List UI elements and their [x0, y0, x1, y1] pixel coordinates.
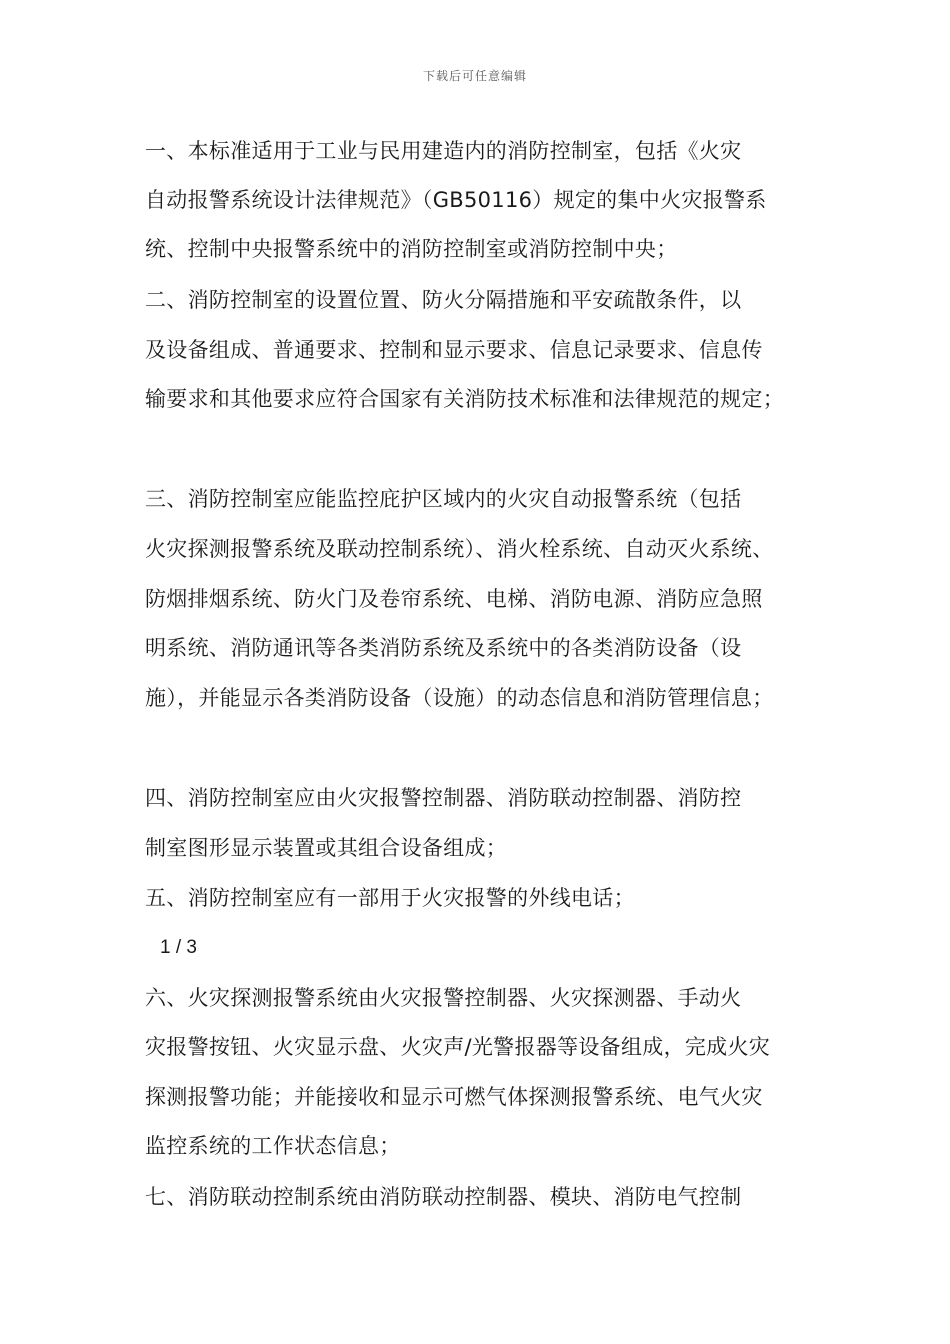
text-line: 及设备组成、普通要求、控制和显示要求、信息记录要求、信息传 [145, 338, 763, 362]
text-line: 统、控制中央报警系统中的消防控制室或消防控制中央； [145, 237, 678, 261]
text-line: 输要求和其他要求应符合国家有关消防技术标准和法律规范的规定； [145, 387, 784, 411]
text-line: 制室图形显示装置或其组合设备组成； [145, 836, 508, 860]
text-line: 一、本标准适用于工业与民用建造内的消防控制室，包括《火灾 [145, 139, 742, 163]
text-line: 灾报警按钮、火灾显示盘、火灾声/光警报器等设备组成，完成火灾 [145, 1035, 771, 1059]
text-line: 自动报警系统设计法律规范》（GB50116）规定的集中火灾报警系 [145, 188, 767, 212]
text-line: 火灾探测报警系统及联动控制系统）、消火栓系统、自动灭火系统、 [145, 537, 774, 561]
text-line: 施），并能显示各类消防设备（设施）的动态信息和消防管理信息； [145, 686, 774, 710]
page-number: 1 / 3 [160, 937, 197, 958]
text-line: 四、消防控制室应由火灾报警控制器、消防联动控制器、消防控 [145, 786, 742, 810]
text-line: 五、消防控制室应有一部用于火灾报警的外线电话； [145, 886, 635, 910]
text-line: 监控系统的工作状态信息； [145, 1134, 401, 1158]
text-line: 明系统、消防通讯等各类消防系统及系统中的各类消防设备（设 [145, 636, 742, 660]
text-line: 三、消防控制室应能监控庇护区域内的火灾自动报警系统（包括 [145, 487, 742, 511]
text-line: 二、消防控制室的设置位置、防火分隔措施和平安疏散条件，以 [145, 288, 742, 312]
document-header-note: 下载后可任意编辑 [422, 69, 527, 83]
text-line: 六、火灾探测报警系统由火灾报警控制器、火灾探测器、手动火 [145, 986, 742, 1010]
text-line: 七、消防联动控制系统由消防联动控制器、模块、消防电气控制 [145, 1185, 742, 1209]
text-line: 探测报警功能；并能接收和显示可燃气体探测报警系统、电气火灾 [145, 1085, 763, 1109]
text-line: 防烟排烟系统、防火门及卷帘系统、电梯、消防电源、消防应急照 [145, 587, 763, 611]
